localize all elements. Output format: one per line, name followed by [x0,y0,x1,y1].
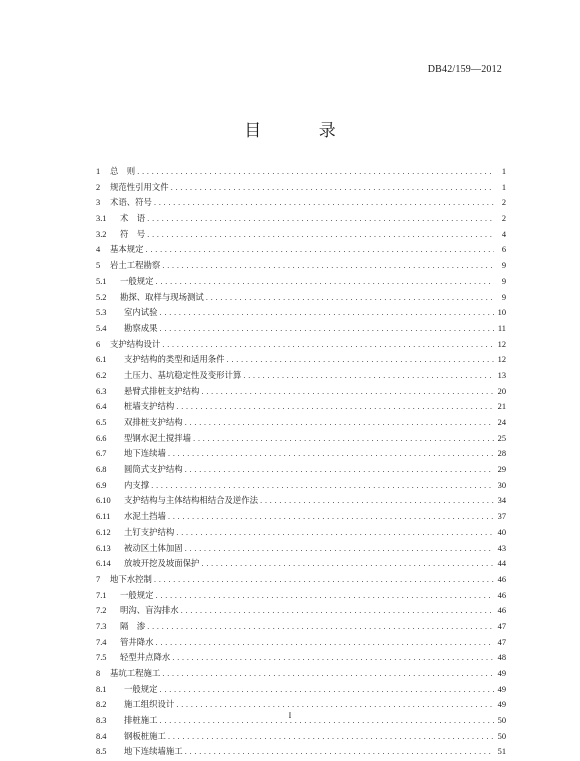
toc-entry[interactable] [96,384,506,400]
toc-entry-title: 支护结构设计 [110,338,161,349]
toc-entry-title: 隔 渗 [120,620,146,631]
toc-entry-page: 47 [497,621,506,631]
toc-entry-title: 支护结构的类型和适用条件 [124,354,225,365]
toc-entry-page: 29 [497,465,506,475]
toc-entry[interactable] [96,682,506,698]
toc-entry-page: 43 [497,543,506,553]
toc-entry-title: 规范性引用文件 [110,181,169,192]
toc-entry-page: 12 [497,339,506,349]
toc-dot-leader [162,338,494,354]
toc-entry[interactable] [96,493,506,509]
toc-dot-leader [147,228,494,244]
toc-dot-leader [162,667,494,683]
toc-entry-title: 地下水控制 [110,573,152,584]
toc-entry[interactable] [96,337,506,353]
toc-entry-number: 5.2 [96,292,107,302]
toc-entry-title: 放坡开挖及坡面保护 [124,558,200,569]
toc-entry-title: 双排桩支护结构 [124,417,183,427]
toc-entry-page: 9 [501,261,506,271]
toc-entry[interactable] [96,399,506,415]
toc-entry[interactable] [96,603,506,619]
toc-entry-title: 型钢水泥土搅拌墙 [124,432,191,443]
toc-dot-leader [154,196,494,212]
toc-entry-number: 7.4 [96,637,107,647]
toc-entry-number: 5.3 [96,308,107,318]
toc-dot-leader [206,291,494,307]
toc-entry-title: 排桩施工 [124,715,158,726]
toc-dot-leader [151,479,494,495]
toc-entry-title: 支护结构与主体结构相结合及逆作法 [124,495,258,506]
toc-entry-number: 6.10 [96,496,111,506]
toc-entry-title: 管井降水 [120,636,154,647]
toc-entry-number: 8.4 [96,731,107,741]
toc-entry[interactable] [96,509,506,525]
toc-entry-title: 一般规定 [124,683,158,694]
toc-entry[interactable] [96,164,506,180]
toc-dot-leader [168,447,494,463]
toc-entry-page: 48 [497,653,506,663]
toc-entry[interactable] [96,729,506,745]
toc-entry-number: 5.4 [96,323,107,333]
toc-entry[interactable] [96,556,506,572]
toc-entry-title: 圆筒式支护结构 [124,464,183,475]
toc-entry-title: 施工组织设计 [124,699,175,710]
toc-entry-title: 土压力、基坑稳定性及变形计算 [124,369,242,380]
toc-entry-page: 4 [501,229,506,239]
toc-entry-number: 6.4 [96,402,107,412]
toc-dot-leader [185,745,494,761]
toc-entry-title: 被动区土体加固 [124,542,183,553]
toc-entry-title: 轻型井点降水 [120,652,171,663]
toc-dot-leader [156,589,495,605]
toc-entry-title: 室内试验 [124,307,158,318]
toc-entry-number: 6 [96,339,101,349]
toc-dot-leader [147,212,494,228]
toc-entry-number: 7.3 [96,621,107,631]
toc-entry-number: 5 [96,261,101,271]
standard-code: DB42/159—2012 [427,64,502,75]
toc-entry[interactable] [96,242,506,258]
toc-dot-leader [185,463,494,479]
toc-entry-title: 明沟、盲沟排水 [120,605,179,616]
toc-entry-page: 46 [497,590,506,600]
toc-entry-page: 49 [497,669,506,678]
toc-entry[interactable] [96,635,506,651]
page-number: I [288,711,292,720]
toc-entry-title: 总 则 [110,166,136,176]
toc-entry[interactable] [96,650,506,666]
toc-entry-number: 6.5 [96,418,107,427]
toc-entry-number: 7 [96,574,101,584]
toc-entry-title: 术语、符号 [110,197,152,208]
toc-dot-leader [146,243,495,259]
toc-dot-leader [227,353,495,369]
toc-entry[interactable] [96,431,506,447]
toc-entry-title: 桩墙支护结构 [124,401,175,412]
toc-entry[interactable] [96,274,506,290]
toc-entry-number: 6.11 [96,512,111,522]
toc-entry[interactable] [96,541,506,557]
toc-entry-page: 25 [497,433,506,443]
toc-entry-number: 1 [96,167,101,176]
toc-entry[interactable] [96,462,506,478]
toc-entry-title: 内支撑 [124,479,150,490]
toc-entry-page: 9 [501,276,506,286]
toc-dot-leader [185,416,494,432]
toc-entry-number: 4 [96,245,101,255]
toc-entry[interactable] [96,415,506,431]
toc-dot-leader [160,683,495,699]
toc-entry-number: 7.5 [96,653,107,663]
toc-entry-page: 46 [497,606,506,616]
toc-dot-leader [176,526,494,542]
toc-entry-number: 8 [96,669,101,678]
toc-entry-page: 34 [497,496,506,506]
toc-entry-page: 1 [501,182,506,192]
toc-entry-page: 49 [497,700,506,710]
toc-entry-number: 6.14 [96,559,111,569]
toc-dot-leader [185,542,494,558]
toc-dot-leader [171,181,494,197]
toc-entry-page: 30 [497,480,506,490]
toc-dot-leader [154,573,494,589]
toc-entry-page: 50 [497,731,506,741]
toc-entry[interactable] [96,352,506,368]
toc-entry-number: 6.13 [96,543,111,553]
toc-entry[interactable] [96,180,506,196]
toc-dot-leader [168,730,494,746]
toc-entry[interactable] [96,446,506,462]
toc-entry-page: 51 [497,747,506,757]
toc-entry-page: 9 [501,292,506,302]
toc-entry-page: 46 [497,574,506,584]
toc-entry-page: 49 [497,684,506,694]
toc-entry-title: 钢板桩施工 [124,730,166,741]
toc-entry-number: 2 [96,182,101,192]
toc-entry-title: 水泥土挡墙 [124,511,166,522]
toc-entry-page: 44 [497,559,506,569]
toc-entry-number: 5.1 [96,276,107,286]
toc-dot-leader [147,620,494,636]
toc-entry[interactable] [96,305,506,321]
toc-entry-number: 6.8 [96,465,107,475]
toc-entry-page: 24 [497,418,506,427]
toc-entry-number: 7.1 [96,590,107,600]
toc-dot-leader [201,385,494,401]
toc-entry-page: 1 [501,167,506,176]
table-of-contents [96,164,506,760]
toc-entry-page: 28 [497,449,506,459]
toc-entry[interactable] [96,525,506,541]
toc-entry-title: 一般规定 [120,275,154,286]
toc-dot-leader [181,604,494,620]
toc-dot-leader [168,510,494,526]
toc-entry-title: 基坑工程施工 [110,668,161,678]
toc-entry-number: 8.1 [96,684,107,694]
toc-entry[interactable] [96,666,506,682]
toc-dot-leader [156,636,495,652]
toc-entry-title: 勘察成果 [124,322,158,333]
toc-entry-number: 6.2 [96,370,107,380]
toc-entry[interactable] [96,744,506,760]
toc-entry-page: 2 [501,198,506,208]
toc-dot-leader [160,306,495,322]
toc-entry[interactable] [96,290,506,306]
toc-dot-leader [160,322,495,338]
toc-entry[interactable] [96,478,506,494]
toc-entry[interactable] [96,211,506,227]
toc-entry[interactable] [96,195,506,211]
toc-entry-title: 一般规定 [120,589,154,600]
toc-entry[interactable] [96,619,506,635]
toc-entry-page: 10 [497,308,506,318]
toc-dot-leader [162,259,494,275]
toc-entry[interactable] [96,572,506,588]
toc-entry-number: 7.2 [96,606,107,616]
toc-dot-leader [193,432,494,448]
toc-entry-number: 8.3 [96,716,107,726]
toc-entry-page: 21 [497,402,506,412]
toc-entry[interactable] [96,227,506,243]
toc-entry-number: 3.2 [96,229,107,239]
toc-dot-leader [137,165,494,181]
toc-entry-number: 6.1 [96,355,107,365]
toc-entry-number: 3 [96,198,101,208]
toc-entry-page: 2 [501,214,506,224]
toc-entry-page: 50 [497,716,506,726]
toc-entry-number: 8.2 [96,700,107,710]
toc-dot-leader [243,369,494,385]
toc-entry-title: 悬臂式排桩支护结构 [124,385,200,396]
toc-entry-title: 基本规定 [110,244,144,255]
toc-entry-title: 符 号 [120,228,146,239]
toc-entry[interactable] [96,588,506,604]
toc-entry-number: 6.9 [96,480,107,490]
toc-entry-page: 6 [501,245,506,255]
toc-entry-title: 岩土工程勘察 [110,260,161,271]
toc-entry[interactable] [96,368,506,384]
toc-entry-page: 13 [497,370,506,380]
toc-entry-number: 6.12 [96,527,111,537]
toc-entry-number: 3.1 [96,214,107,224]
toc-entry[interactable] [96,321,506,337]
toc-entry-title: 地下连续墙施工 [124,746,183,757]
toc-dot-leader [260,494,494,510]
toc-dot-leader [176,400,494,416]
toc-dot-leader [156,275,495,291]
toc-entry-title: 勘探、取样与现场测试 [120,291,204,302]
toc-entry-number: 6.6 [96,433,107,443]
toc-entry-title: 术 语 [120,213,146,224]
page-title: 目 录 [244,121,362,141]
toc-entry-number: 6.3 [96,386,107,396]
toc-entry-page: 12 [497,355,506,365]
toc-entry-title: 土钉支护结构 [124,526,175,537]
toc-entry-number: 8.5 [96,747,107,757]
toc-entry-title: 地下连续墙 [124,448,166,459]
toc-entry-page: 37 [497,512,506,522]
toc-dot-leader [201,557,494,573]
toc-entry-page: 11 [497,323,506,333]
toc-entry-page: 20 [497,386,506,396]
toc-entry[interactable] [96,258,506,274]
toc-entry-page: 47 [497,637,506,647]
toc-entry-number: 6.7 [96,449,107,459]
toc-dot-leader [172,651,494,667]
toc-entry-page: 40 [497,527,506,537]
